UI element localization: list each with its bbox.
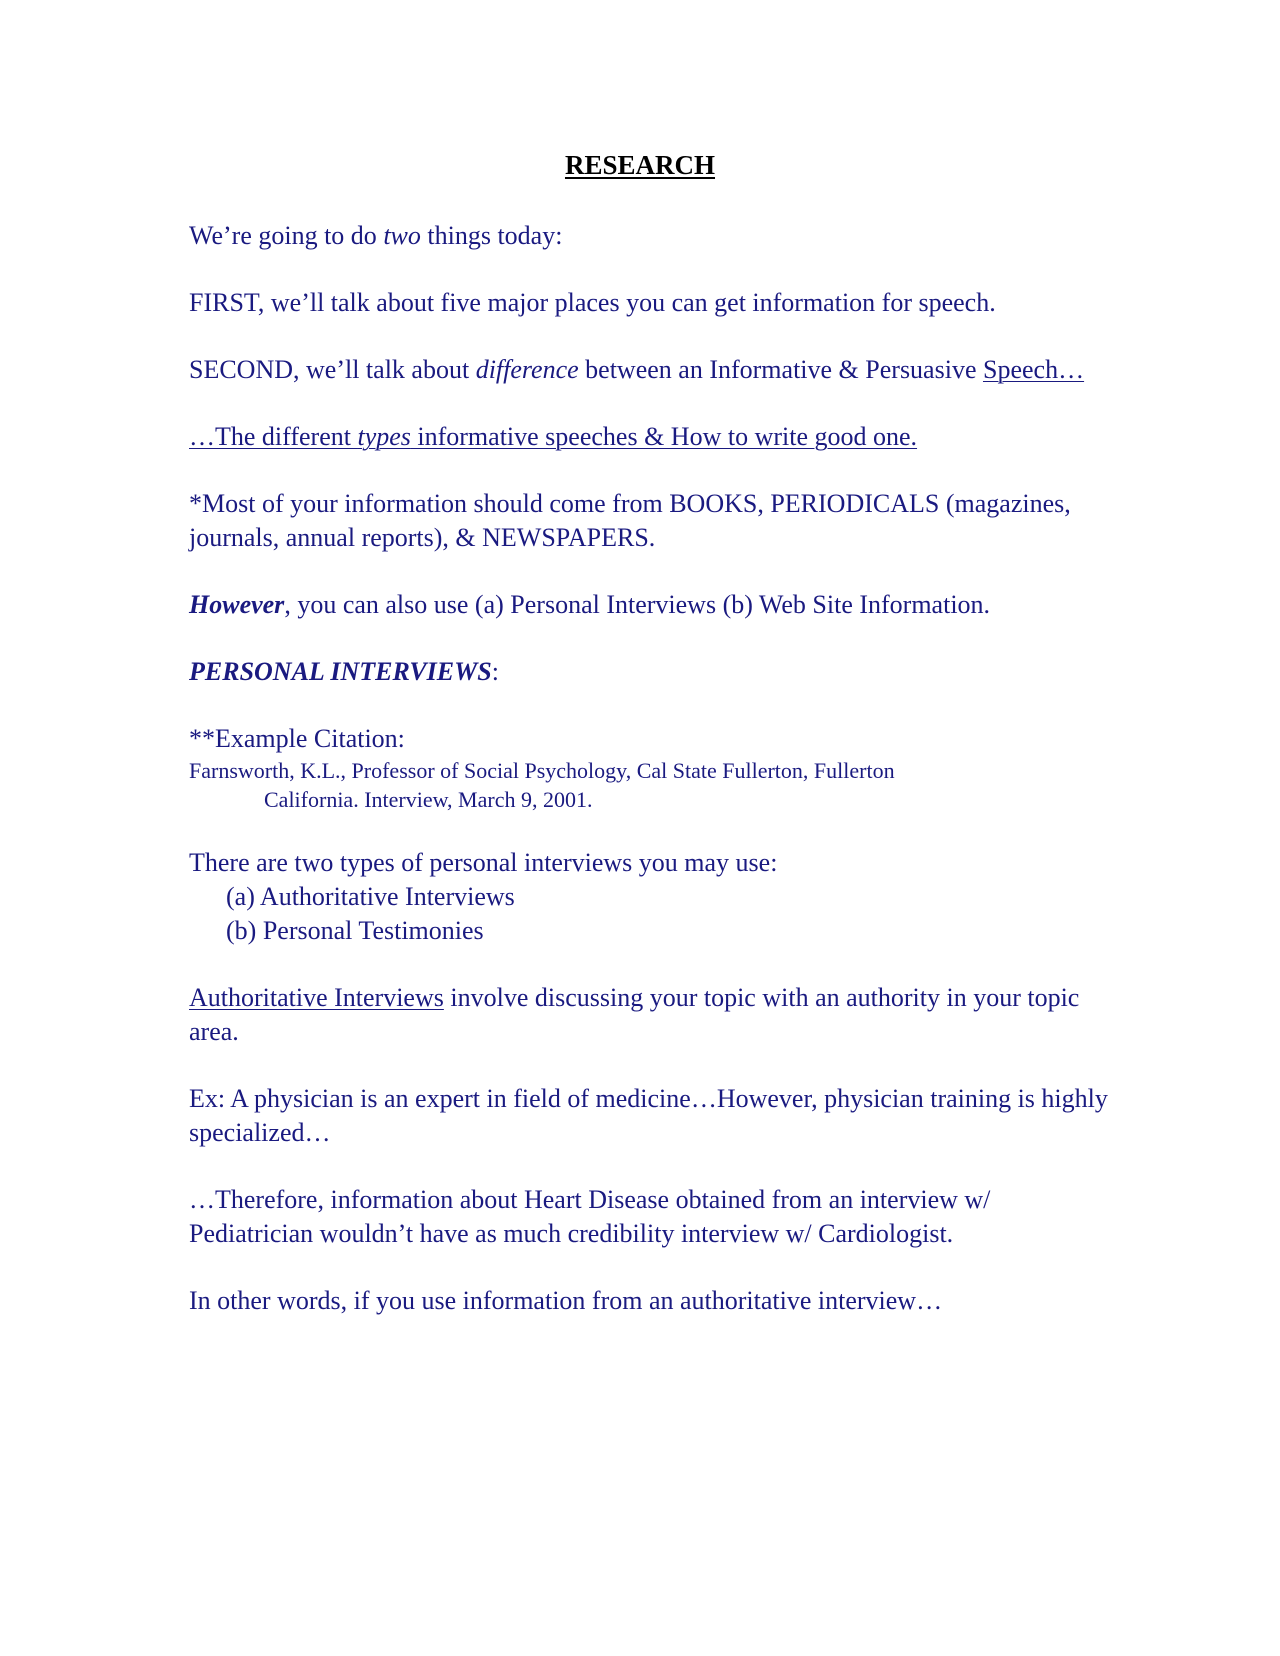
physician-example-paragraph: Ex: A physician is an expert in field of medicine…However, physician training is highly specialized… — [189, 1084, 1108, 1147]
interview-types — [189, 846, 1109, 948]
however-paragraph: However, you can also use (a) Personal Interviews (b) Web Site Information. — [189, 590, 991, 619]
list-item: (a) Authoritative Interviews — [226, 882, 515, 911]
authoritative-paragraph: Authoritative Interviews involve discussing your topic with an authority in your topic area. — [189, 983, 1080, 1046]
sources-paragraph: *Most of your information should come from BOOKS, PERIODICALS (magazines, journals, annual reports), & NEWSPAPERS. — [189, 489, 1071, 552]
personal-interviews-heading: PERSONAL INTERVIEWS: — [189, 657, 499, 686]
citation-line-2: California. Interview, March 9, 2001. — [264, 787, 593, 812]
types-paragraph: …The different types informative speeches & How to write good one. — [189, 422, 918, 451]
therefore-paragraph: …Therefore, information about Heart Disease obtained from an interview w/ Pediatrician wouldn’t have as much credibility interview w/ Cardiologist. — [189, 1185, 991, 1248]
example-citation — [189, 756, 1109, 814]
second-paragraph: SECOND, we’ll talk about difference between an Informative & Persuasive Speech… — [189, 355, 1085, 384]
page-title: RESEARCH — [564, 150, 716, 180]
citation-line-1: Farnsworth, K.L., Professor of Social Psychology, Cal State Fullerton, Fullerton — [189, 758, 895, 783]
example-citation-label: **Example Citation: — [189, 724, 405, 753]
interview-types-intro: There are two types of personal interviews you may use: — [189, 848, 778, 877]
document-body — [189, 219, 1109, 1351]
list-item: (b) Personal Testimonies — [226, 916, 484, 945]
intro-paragraph: We’re going to do two things today: — [189, 221, 563, 250]
other-words-paragraph: In other words, if you use information from an authoritative interview… — [189, 1286, 943, 1315]
first-paragraph: FIRST, we’ll talk about five major places you can get information for speech. — [189, 288, 996, 317]
